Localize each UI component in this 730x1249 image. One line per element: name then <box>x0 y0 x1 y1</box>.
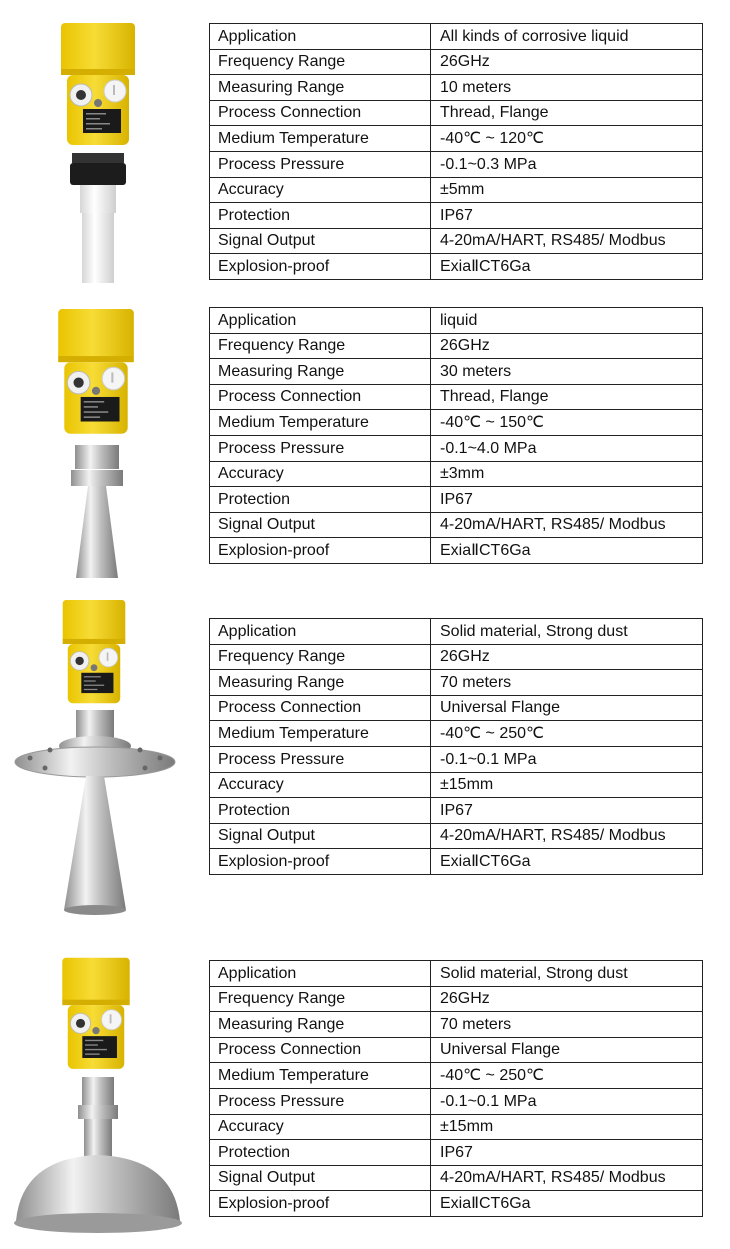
spec-value: -0.1~0.1 MPa <box>431 1088 703 1114</box>
spec-row <box>210 228 703 254</box>
spec-label: Protection <box>210 798 431 824</box>
spec-value: Universal Flange <box>431 695 703 721</box>
spec-row <box>210 435 703 461</box>
spec-label: Accuracy <box>210 1114 431 1140</box>
spec-value: 26GHz <box>431 333 703 359</box>
spec-value: 26GHz <box>431 986 703 1012</box>
spec-label: Explosion-proof <box>210 849 431 875</box>
spec-value: -40℃ ~ 150℃ <box>431 410 703 436</box>
spec-row <box>210 333 703 359</box>
spec-label: Explosion-proof <box>210 1191 431 1217</box>
spec-value: Universal Flange <box>431 1037 703 1063</box>
spec-label: Frequency Range <box>210 644 431 670</box>
spec-label: Signal Output <box>210 1165 431 1191</box>
rod-antenna-radar-image <box>0 18 200 288</box>
spec-row <box>210 849 703 875</box>
spec-value: -40℃ ~ 250℃ <box>431 721 703 747</box>
spec-row <box>210 461 703 487</box>
spec-label: Explosion-proof <box>210 538 431 564</box>
spec-row <box>210 538 703 564</box>
spec-label: Protection <box>210 203 431 229</box>
spec-label: Process Connection <box>210 695 431 721</box>
spec-label: Accuracy <box>210 461 431 487</box>
spec-row <box>210 308 703 334</box>
spec-value: ExiaⅡCT6Ga <box>431 1191 703 1217</box>
spec-label: Frequency Range <box>210 49 431 75</box>
spec-label: Measuring Range <box>210 359 431 385</box>
spec-value: IP67 <box>431 798 703 824</box>
horn-antenna-radar-image <box>0 300 200 585</box>
spec-value: All kinds of corrosive liquid <box>431 24 703 50</box>
flange-horn-antenna-radar-image <box>0 598 200 918</box>
spec-row <box>210 798 703 824</box>
spec-label: Process Connection <box>210 100 431 126</box>
spec-row <box>210 24 703 50</box>
spec-value: IP67 <box>431 203 703 229</box>
spec-row <box>210 49 703 75</box>
spec-table <box>209 23 703 280</box>
spec-label: Measuring Range <box>210 670 431 696</box>
spec-table <box>209 618 703 875</box>
spec-row <box>210 1114 703 1140</box>
spec-label: Process Connection <box>210 384 431 410</box>
spec-label: Process Pressure <box>210 435 431 461</box>
spec-value: ±15mm <box>431 1114 703 1140</box>
spec-value: 4-20mA/HART, RS485/ Modbus <box>431 512 703 538</box>
spec-value: ExiaⅡCT6Ga <box>431 849 703 875</box>
spec-label: Medium Temperature <box>210 410 431 436</box>
spec-label: Medium Temperature <box>210 1063 431 1089</box>
spec-row <box>210 644 703 670</box>
spec-row <box>210 746 703 772</box>
spec-label: Signal Output <box>210 228 431 254</box>
spec-row <box>210 410 703 436</box>
spec-label: Frequency Range <box>210 986 431 1012</box>
spec-value: 26GHz <box>431 49 703 75</box>
parabolic-antenna-radar-image <box>0 953 200 1243</box>
spec-label: Protection <box>210 487 431 513</box>
spec-value: 26GHz <box>431 644 703 670</box>
spec-value: ±5mm <box>431 177 703 203</box>
spec-row <box>210 75 703 101</box>
spec-row <box>210 254 703 280</box>
spec-value: Solid material, Strong dust <box>431 961 703 987</box>
spec-value: 30 meters <box>431 359 703 385</box>
spec-value: -40℃ ~ 250℃ <box>431 1063 703 1089</box>
spec-table <box>209 960 703 1217</box>
spec-row <box>210 986 703 1012</box>
spec-row <box>210 126 703 152</box>
spec-row <box>210 823 703 849</box>
spec-label: Process Pressure <box>210 746 431 772</box>
spec-row <box>210 1165 703 1191</box>
spec-label: Accuracy <box>210 177 431 203</box>
spec-label: Process Connection <box>210 1037 431 1063</box>
spec-row <box>210 721 703 747</box>
spec-row <box>210 384 703 410</box>
spec-value: 4-20mA/HART, RS485/ Modbus <box>431 1165 703 1191</box>
spec-value: 4-20mA/HART, RS485/ Modbus <box>431 228 703 254</box>
spec-label: Protection <box>210 1140 431 1166</box>
spec-label: Application <box>210 24 431 50</box>
spec-value: 10 meters <box>431 75 703 101</box>
spec-label: Process Pressure <box>210 1088 431 1114</box>
spec-label: Application <box>210 619 431 645</box>
spec-value: 70 meters <box>431 670 703 696</box>
spec-value: ±15mm <box>431 772 703 798</box>
spec-value: ExiaⅡCT6Ga <box>431 538 703 564</box>
spec-row <box>210 772 703 798</box>
spec-label: Signal Output <box>210 512 431 538</box>
spec-row <box>210 1012 703 1038</box>
spec-value: -0.1~4.0 MPa <box>431 435 703 461</box>
spec-value: Solid material, Strong dust <box>431 619 703 645</box>
spec-row <box>210 695 703 721</box>
spec-label: Explosion-proof <box>210 254 431 280</box>
spec-value: liquid <box>431 308 703 334</box>
spec-label: Application <box>210 308 431 334</box>
spec-table <box>209 307 703 564</box>
spec-label: Process Pressure <box>210 151 431 177</box>
spec-row <box>210 1037 703 1063</box>
spec-row <box>210 177 703 203</box>
spec-value: -0.1~0.3 MPa <box>431 151 703 177</box>
spec-row <box>210 359 703 385</box>
spec-value: IP67 <box>431 1140 703 1166</box>
spec-value: ExiaⅡCT6Ga <box>431 254 703 280</box>
spec-row <box>210 1140 703 1166</box>
spec-label: Measuring Range <box>210 1012 431 1038</box>
spec-row <box>210 1191 703 1217</box>
spec-label: Medium Temperature <box>210 126 431 152</box>
spec-value: 4-20mA/HART, RS485/ Modbus <box>431 823 703 849</box>
spec-row <box>210 961 703 987</box>
spec-row <box>210 670 703 696</box>
spec-value: 70 meters <box>431 1012 703 1038</box>
spec-label: Accuracy <box>210 772 431 798</box>
spec-row <box>210 512 703 538</box>
spec-row <box>210 1063 703 1089</box>
spec-row <box>210 1088 703 1114</box>
spec-value: IP67 <box>431 487 703 513</box>
spec-row <box>210 619 703 645</box>
spec-label: Application <box>210 961 431 987</box>
spec-value: Thread, Flange <box>431 384 703 410</box>
spec-label: Signal Output <box>210 823 431 849</box>
spec-row <box>210 100 703 126</box>
spec-value: -40℃ ~ 120℃ <box>431 126 703 152</box>
spec-row <box>210 487 703 513</box>
spec-label: Frequency Range <box>210 333 431 359</box>
spec-row <box>210 151 703 177</box>
spec-value: ±3mm <box>431 461 703 487</box>
spec-label: Medium Temperature <box>210 721 431 747</box>
spec-label: Measuring Range <box>210 75 431 101</box>
spec-row <box>210 203 703 229</box>
spec-value: Thread, Flange <box>431 100 703 126</box>
spec-value: -0.1~0.1 MPa <box>431 746 703 772</box>
